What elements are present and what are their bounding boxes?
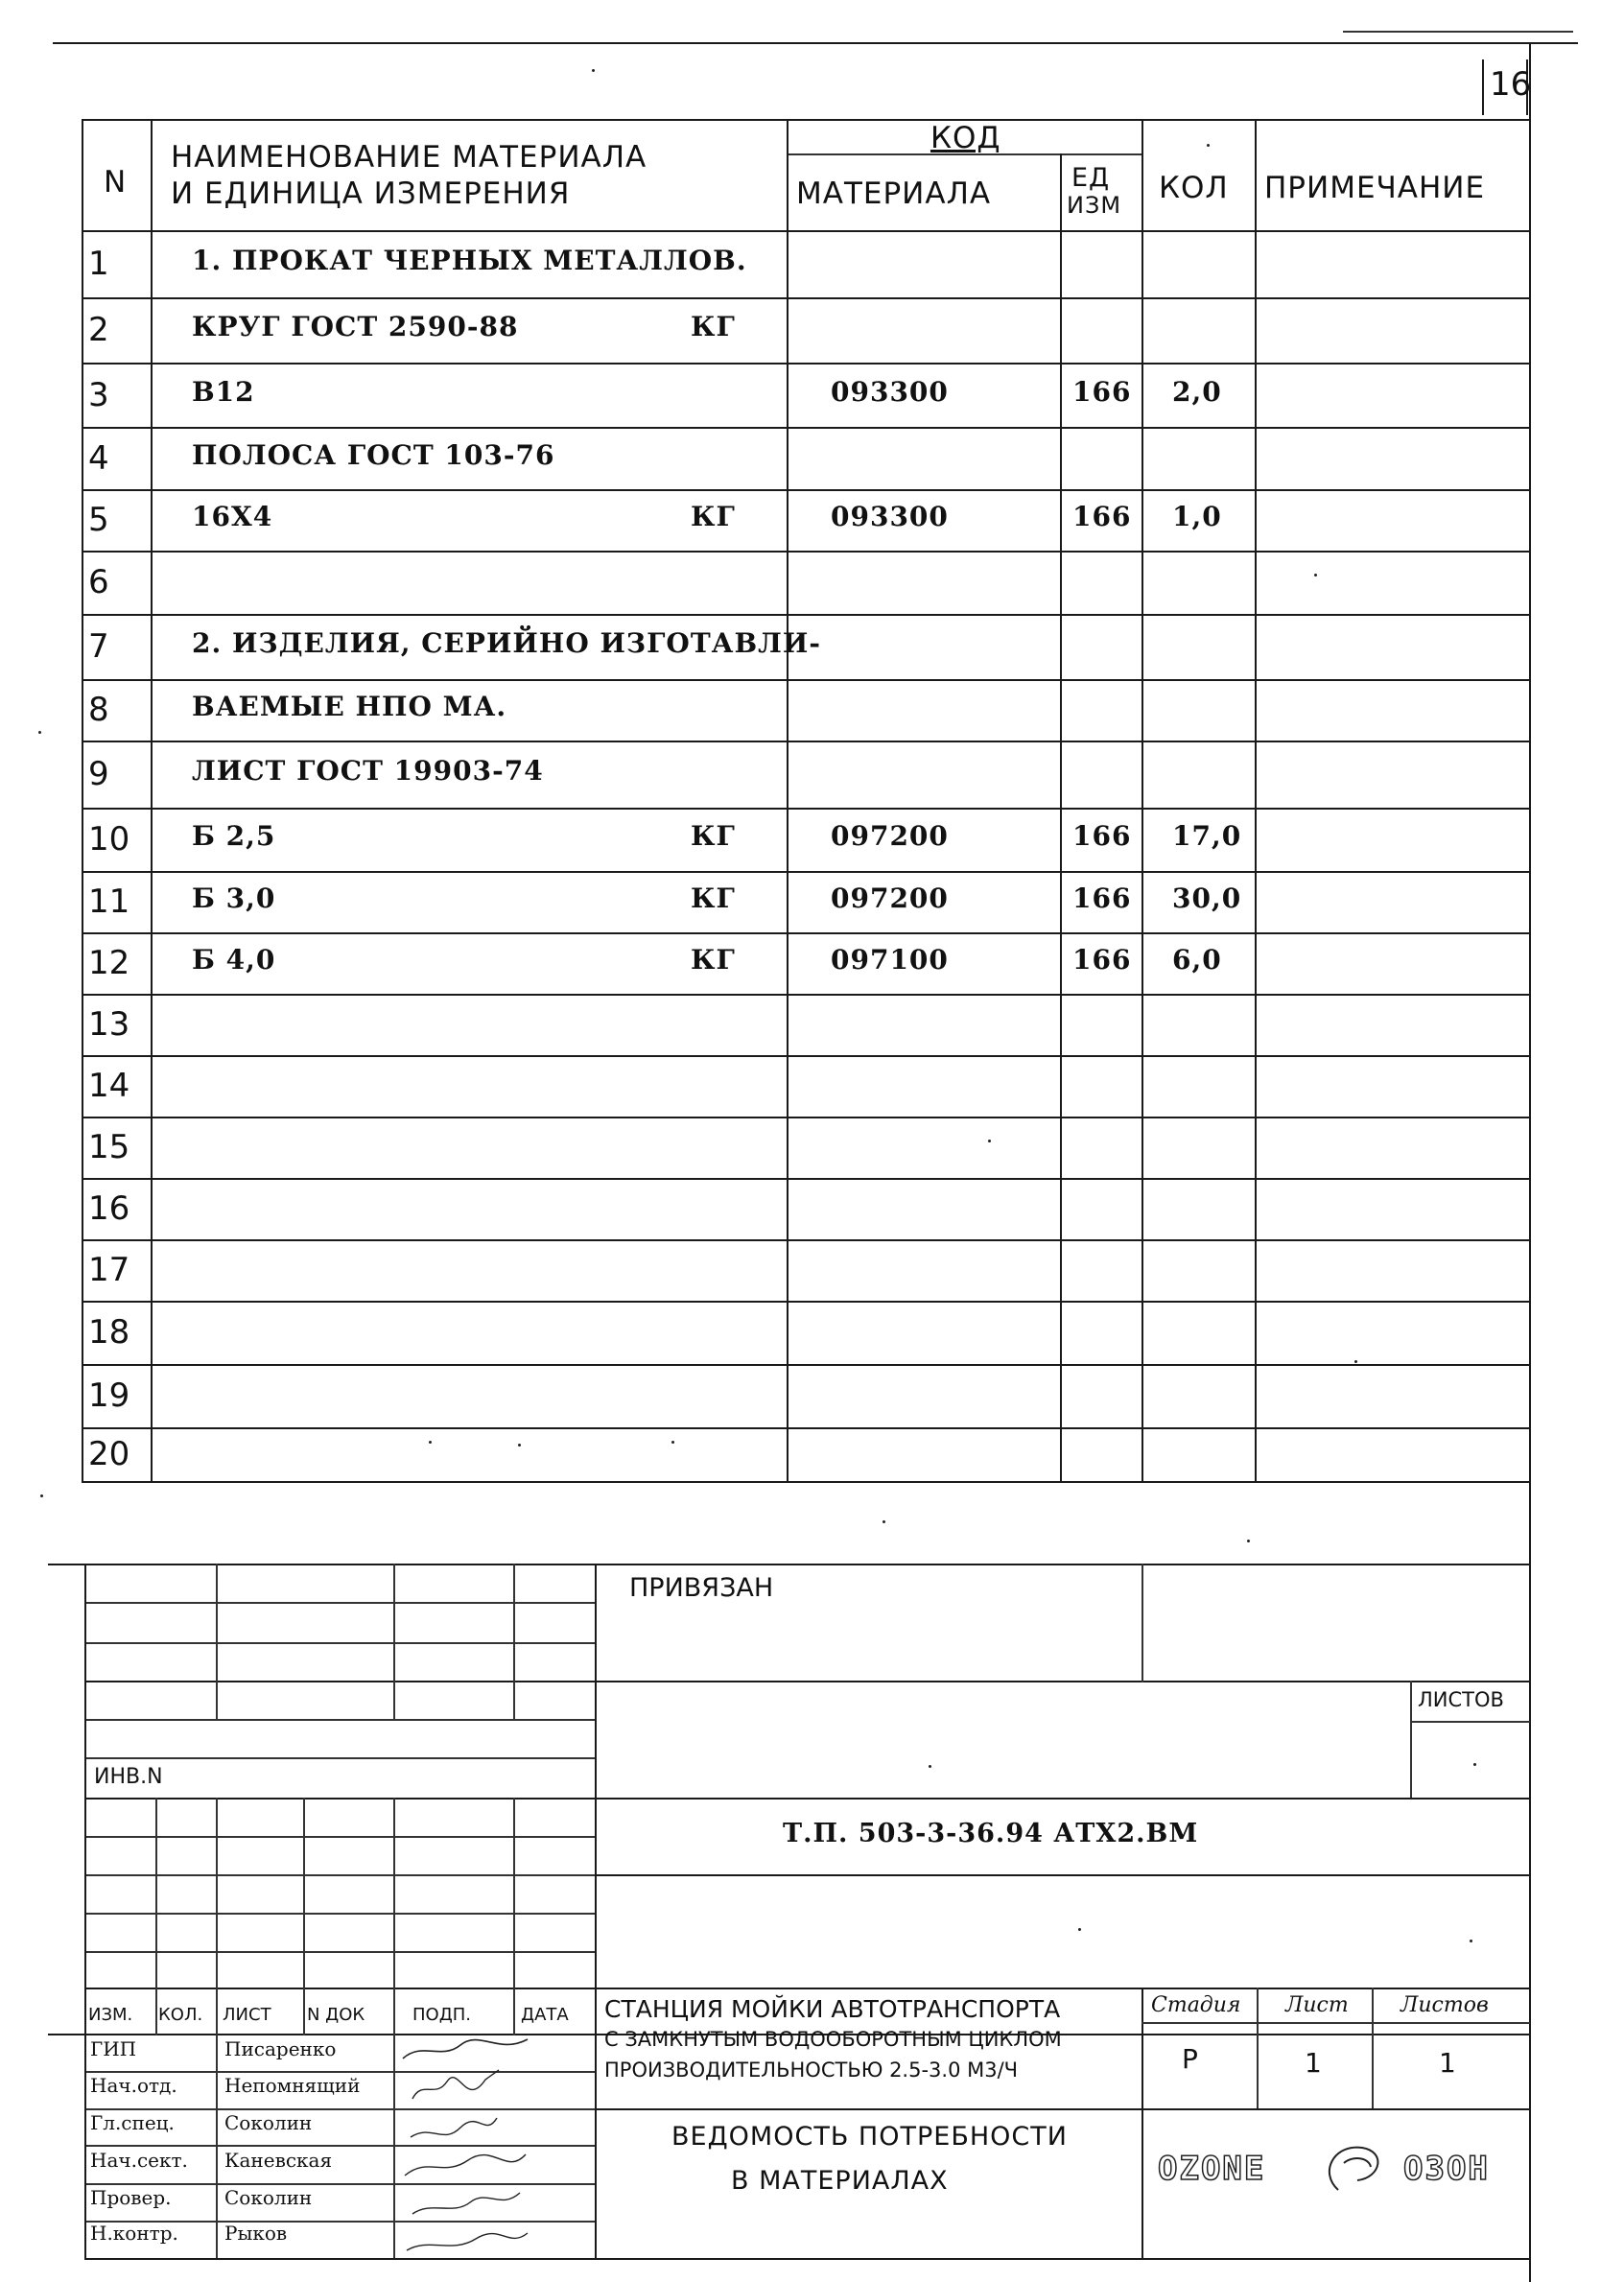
material-name: ПОЛОСА ГОСТ 103-76: [192, 439, 555, 471]
header-unit-line1: ЕД: [1071, 163, 1111, 193]
row-number: 10: [88, 820, 130, 859]
row-number: 17: [88, 1251, 130, 1289]
sheets-label: Листов: [1400, 1993, 1489, 2017]
signer-role: Нач.отд.: [90, 2074, 177, 2097]
row-separator: [82, 1481, 1530, 1483]
signer-role: ГИП: [90, 2037, 137, 2060]
quantity: 30,0: [1172, 882, 1242, 914]
page-number: 16: [1490, 65, 1532, 104]
material-name: Б 3,0: [192, 882, 276, 914]
header-number: N: [104, 165, 128, 200]
row-number: 12: [88, 944, 130, 982]
table-row: [0, 1178, 1535, 1239]
row-number: 1: [88, 245, 109, 283]
unit-measure: КГ: [691, 501, 736, 532]
table-row: [0, 871, 1535, 932]
signer-role: Провер.: [90, 2186, 172, 2209]
revision-column-header: ДАТА: [521, 2005, 569, 2025]
signer-role: Нач.сект.: [90, 2149, 188, 2172]
signer-name: Соколин: [224, 2186, 313, 2209]
header-note: ПРИМЕЧАНИЕ: [1264, 171, 1486, 205]
unit-code: 166: [1072, 882, 1132, 914]
table-row: [0, 1055, 1535, 1117]
document-designation: Т.П. 503-3-36.94 АТХ2.ВМ: [783, 1819, 1199, 1848]
row-number: 9: [88, 755, 109, 793]
row-number: 2: [88, 311, 109, 349]
table-row: [0, 489, 1535, 551]
sheet-value: 1: [1305, 2047, 1322, 2079]
sheets-value: 1: [1439, 2047, 1456, 2079]
stage-value: Р: [1182, 2043, 1198, 2075]
material-name: 16Х4: [192, 501, 273, 532]
row-number: 3: [88, 376, 109, 414]
doc-title-line1: ВЕДОМОСТЬ ПОТРЕБНОСТИ: [671, 2122, 1068, 2152]
revision-column-header: ПОДП.: [412, 2005, 472, 2025]
table-row: [0, 614, 1535, 679]
listov-label-top: ЛИСТОВ: [1418, 1688, 1504, 1711]
row-number: 18: [88, 1313, 130, 1352]
sheet-label: Лист: [1285, 1993, 1349, 2017]
revision-column-header: ИЗМ.: [88, 2005, 133, 2025]
company-logo: [1156, 2134, 1525, 2201]
table-row: [0, 679, 1535, 741]
unit-code: 166: [1072, 376, 1132, 408]
unit-code: 166: [1072, 501, 1132, 532]
table-row: [0, 1117, 1535, 1178]
row-number: 20: [88, 1435, 130, 1473]
table-row: [0, 741, 1535, 808]
logo-latin-text: OZONE: [1158, 2150, 1266, 2188]
signature-scribbles: [393, 2032, 547, 2262]
row-number: 19: [88, 1376, 130, 1415]
quantity: 2,0: [1172, 376, 1222, 408]
inv-number-label: ИНВ.N: [94, 1765, 163, 1789]
unit-measure: КГ: [691, 944, 736, 976]
unit-code: 166: [1072, 820, 1132, 852]
material-name: 1. ПРОКАТ ЧЕРНЫХ МЕТАЛЛОВ.: [192, 245, 747, 276]
signer-name: Каневская: [224, 2149, 333, 2172]
revision-column-header: ЛИСТ: [223, 2005, 271, 2025]
revision-column-header: N ДОК: [307, 2005, 365, 2025]
table-row: [0, 1239, 1535, 1301]
material-name: КРУГ ГОСТ 2590-88: [192, 311, 519, 342]
row-number: 14: [88, 1067, 130, 1105]
table-row: [0, 230, 1535, 297]
material-name: 2. ИЗДЕЛИЯ, СЕРИЙНО ИЗГОТАВЛИ-: [192, 627, 821, 659]
signer-name: Непомнящий: [224, 2074, 361, 2097]
logo-cyrillic-text: ОЗОН: [1403, 2150, 1490, 2188]
header-qty: КОЛ: [1159, 171, 1229, 205]
row-number: 8: [88, 691, 109, 729]
project-name-line1: СТАНЦИЯ МОЙКИ АВТОТРАНСПОРТА: [604, 1995, 1061, 2023]
signer-name: Соколин: [224, 2111, 313, 2134]
material-name: В12: [192, 376, 255, 408]
table-row: [0, 427, 1535, 489]
table-row: [0, 1364, 1535, 1427]
row-number: 11: [88, 882, 130, 921]
material-code: 093300: [831, 501, 949, 532]
privyazan-label: ПРИВЯЗАН: [629, 1573, 774, 1603]
project-name-line3: ПРОИЗВОДИТЕЛЬНОСТЬЮ 2.5-3.0 М3/Ч: [604, 2059, 1019, 2082]
row-number: 16: [88, 1189, 130, 1228]
signer-role: Н.контр.: [90, 2222, 178, 2245]
material-name: Б 2,5: [192, 820, 276, 852]
table-row: [0, 932, 1535, 994]
revision-column-header: КОЛ.: [158, 2005, 203, 2025]
table-row: [0, 551, 1535, 614]
header-material: МАТЕРИАЛА: [796, 176, 992, 211]
unit-measure: КГ: [691, 882, 736, 914]
table-row: [0, 1427, 1535, 1481]
header-name-line1: НАИМЕНОВАНИЕ МАТЕРИАЛА: [171, 140, 647, 175]
table-row: [0, 808, 1535, 871]
header-unit-line2: ИЗМ: [1067, 192, 1122, 219]
unit-code: 166: [1072, 944, 1132, 976]
row-number: 5: [88, 501, 109, 539]
row-number: 4: [88, 439, 109, 478]
table-row: [0, 994, 1535, 1055]
table-row: [0, 1301, 1535, 1364]
header-code: КОД: [930, 121, 1001, 155]
quantity: 17,0: [1172, 820, 1242, 852]
material-code: 097200: [831, 882, 949, 914]
material-code: 097100: [831, 944, 949, 976]
row-number: 13: [88, 1005, 130, 1044]
table-row: [0, 363, 1535, 427]
table-row: [0, 297, 1535, 363]
signer-name: Рыков: [224, 2222, 288, 2245]
material-name: ВАЕМЫЕ НПО МА.: [192, 691, 507, 722]
stage-label: Стадия: [1151, 1993, 1241, 2017]
header-name-line2: И ЕДИНИЦА ИЗМЕРЕНИЯ: [171, 176, 571, 211]
material-code: 097200: [831, 820, 949, 852]
quantity: 1,0: [1172, 501, 1222, 532]
quantity: 6,0: [1172, 944, 1222, 976]
row-number: 7: [88, 627, 109, 666]
signer-role: Гл.спец.: [90, 2111, 175, 2134]
material-name: Б 4,0: [192, 944, 276, 976]
row-number: 15: [88, 1128, 130, 1166]
unit-measure: КГ: [691, 820, 736, 852]
material-name: ЛИСТ ГОСТ 19903-74: [192, 755, 544, 787]
doc-title-line2: В МАТЕРИАЛАХ: [731, 2166, 949, 2196]
project-name-line2: С ЗАМКНУТЫМ ВОДООБОРОТНЫМ ЦИКЛОМ: [604, 2028, 1062, 2051]
signer-name: Писаренко: [224, 2037, 337, 2060]
material-code: 093300: [831, 376, 949, 408]
unit-measure: КГ: [691, 311, 736, 342]
row-number: 6: [88, 563, 109, 601]
